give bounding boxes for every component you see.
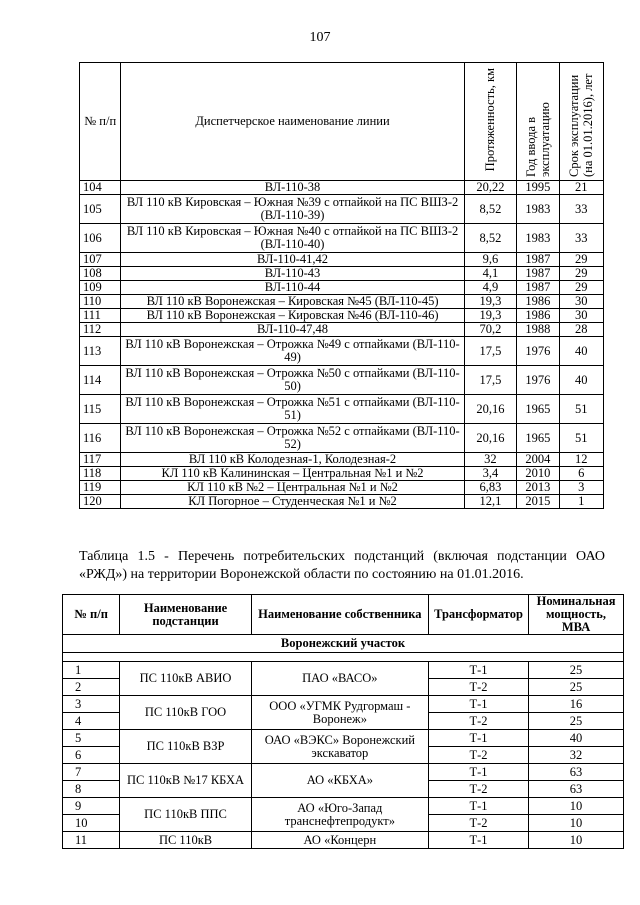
row-num: 9 xyxy=(63,798,120,815)
year: 2010 xyxy=(517,467,559,481)
term: 30 xyxy=(559,295,603,309)
spacer-row xyxy=(63,653,624,662)
table-row xyxy=(63,662,624,679)
year: 1976 xyxy=(517,337,559,366)
rated-power: 25 xyxy=(529,713,624,730)
term: 12 xyxy=(559,453,603,467)
row-num: 118 xyxy=(80,467,121,481)
transformer: Т-2 xyxy=(428,713,528,730)
length: 17,5 xyxy=(464,337,517,366)
header-num: № п/п xyxy=(80,63,121,181)
substation-name: ПС 110кВ ГОО xyxy=(120,696,251,730)
header-transformer: Трансформатор xyxy=(428,595,528,635)
term: 1 xyxy=(559,495,603,509)
table-row xyxy=(80,495,604,509)
year: 2015 xyxy=(517,495,559,509)
table-row xyxy=(80,481,604,495)
line-name: ВЛ 110 кВ Воронежская – Кировская №45 (ВЛ-110-45) xyxy=(121,295,464,309)
rated-power: 25 xyxy=(529,679,624,696)
length: 32 xyxy=(464,453,517,467)
row-num: 7 xyxy=(63,764,120,781)
rated-power: 10 xyxy=(529,798,624,815)
substation-name: ПС 110кВ АВИО xyxy=(120,662,251,696)
table-row xyxy=(80,337,604,366)
row-num: 111 xyxy=(80,309,121,323)
term: 3 xyxy=(559,481,603,495)
row-num: 116 xyxy=(80,424,121,453)
term: 30 xyxy=(559,309,603,323)
table-caption: Таблица 1.5 - Перечень потребительских подстанций (включая подстанции ОАО «РЖД») на территории Воронежской области по состоянию на 01.01.2016. xyxy=(79,549,605,582)
transformer: Т-1 xyxy=(428,662,528,679)
row-num: 105 xyxy=(80,195,121,224)
row-num: 120 xyxy=(80,495,121,509)
year: 1976 xyxy=(517,366,559,395)
table-row xyxy=(80,395,604,424)
table-row xyxy=(80,424,604,453)
substation-name: ПС 110кВ ВЗР xyxy=(120,730,251,764)
length: 9,6 xyxy=(464,253,517,267)
header-substation: Наименование подстанции xyxy=(120,595,251,635)
table-row xyxy=(80,195,604,224)
transformer: Т-1 xyxy=(428,696,528,713)
row-num: 10 xyxy=(63,815,120,832)
transformer: Т-1 xyxy=(428,832,528,849)
term: 51 xyxy=(559,424,603,453)
transformer: Т-2 xyxy=(428,815,528,832)
transformer: Т-2 xyxy=(428,781,528,798)
table-row xyxy=(80,267,604,281)
rated-power: 16 xyxy=(529,696,624,713)
rated-power: 40 xyxy=(529,730,624,747)
owner-name: АО «Юго-Запад транснефтепродукт» xyxy=(251,798,428,832)
line-name: КЛ 110 кВ №2 – Центральная №1 и №2 xyxy=(121,481,464,495)
length: 4,9 xyxy=(464,281,517,295)
term: 33 xyxy=(559,224,603,253)
rated-power: 25 xyxy=(529,662,624,679)
rated-power: 10 xyxy=(529,832,624,849)
year: 1965 xyxy=(517,395,559,424)
line-name: ВЛ 110 кВ Воронежская – Отрожка №50 с отпайками (ВЛ-110-50) xyxy=(121,366,464,395)
transformer: Т-1 xyxy=(428,798,528,815)
length: 70,2 xyxy=(464,323,517,337)
line-name: ВЛ 110 кВ Воронежская – Отрожка №49 с отпайками (ВЛ-110-49) xyxy=(121,337,464,366)
year: 1995 xyxy=(517,181,559,195)
length: 4,1 xyxy=(464,267,517,281)
line-name: ВЛ 110 кВ Кировская – Южная №39 с отпайкой на ПС ВШЗ-2 (ВЛ-110-39) xyxy=(121,195,464,224)
row-num: 4 xyxy=(63,713,120,730)
line-name: ВЛ 110 кВ Воронежская – Отрожка №51 с отпайками (ВЛ-110-51) xyxy=(121,395,464,424)
transformer: Т-2 xyxy=(428,747,528,764)
term: 6 xyxy=(559,467,603,481)
year: 1965 xyxy=(517,424,559,453)
line-name: ВЛ 110 кВ Колодезная-1, Колодезная-2 xyxy=(121,453,464,467)
term: 51 xyxy=(559,395,603,424)
owner-name: ОАО «ВЭКС» Воронежский экскаватор xyxy=(251,730,428,764)
owner-name: АО «КБХА» xyxy=(251,764,428,798)
line-name: ВЛ-110-38 xyxy=(121,181,464,195)
table-row xyxy=(80,453,604,467)
year: 1986 xyxy=(517,295,559,309)
header-line-name: Диспетчерское наименование линии xyxy=(121,63,464,181)
line-name: ВЛ-110-41,42 xyxy=(121,253,464,267)
row-num: 104 xyxy=(80,181,121,195)
row-num: 110 xyxy=(80,295,121,309)
year: 1987 xyxy=(517,281,559,295)
header-power: Номинальная мощность, МВА xyxy=(529,595,624,635)
rated-power: 63 xyxy=(529,781,624,798)
length: 3,4 xyxy=(464,467,517,481)
section-row xyxy=(63,635,624,653)
transformer: Т-1 xyxy=(428,764,528,781)
row-num: 112 xyxy=(80,323,121,337)
year: 2013 xyxy=(517,481,559,495)
line-name: ВЛ 110 кВ Воронежская – Отрожка №52 с отпайками (ВЛ-110-52) xyxy=(121,424,464,453)
term: 29 xyxy=(559,267,603,281)
page-number: 107 xyxy=(309,30,331,45)
year: 1986 xyxy=(517,309,559,323)
row-num: 1 xyxy=(63,662,120,679)
term: 40 xyxy=(559,337,603,366)
table-row xyxy=(80,295,604,309)
rated-power: 32 xyxy=(529,747,624,764)
substations-table xyxy=(62,594,624,849)
length: 6,83 xyxy=(464,481,517,495)
term: 29 xyxy=(559,281,603,295)
row-num: 8 xyxy=(63,781,120,798)
substation-name: ПС 110кВ xyxy=(120,832,251,849)
table-row xyxy=(63,798,624,815)
length: 8,52 xyxy=(464,195,517,224)
table-row xyxy=(80,224,604,253)
power-lines-table xyxy=(79,62,604,509)
substation-name: ПС 110кВ ППС xyxy=(120,798,251,832)
year: 2004 xyxy=(517,453,559,467)
rated-power: 10 xyxy=(529,815,624,832)
length: 19,3 xyxy=(464,309,517,323)
substation-name: ПС 110кВ №17 КБХА xyxy=(120,764,251,798)
owner-name: ПАО «ВАСО» xyxy=(251,662,428,696)
table-row xyxy=(80,366,604,395)
term: 29 xyxy=(559,253,603,267)
line-name: ВЛ-110-44 xyxy=(121,281,464,295)
table-header-row xyxy=(80,63,604,181)
row-num: 109 xyxy=(80,281,121,295)
header-length: Протяженность, км xyxy=(464,63,517,181)
rated-power: 63 xyxy=(529,764,624,781)
row-num: 11 xyxy=(63,832,120,849)
section-title: Воронежский участок xyxy=(63,635,624,653)
row-num: 3 xyxy=(63,696,120,713)
table-row xyxy=(63,730,624,747)
length: 20,16 xyxy=(464,395,517,424)
year: 1983 xyxy=(517,195,559,224)
length: 20,16 xyxy=(464,424,517,453)
line-name: ВЛ-110-47,48 xyxy=(121,323,464,337)
year: 1983 xyxy=(517,224,559,253)
row-num: 108 xyxy=(80,267,121,281)
row-num: 113 xyxy=(80,337,121,366)
row-num: 5 xyxy=(63,730,120,747)
header-owner: Наименование собственника xyxy=(251,595,428,635)
term: 40 xyxy=(559,366,603,395)
table-row xyxy=(80,281,604,295)
length: 8,52 xyxy=(464,224,517,253)
row-num: 2 xyxy=(63,679,120,696)
length: 17,5 xyxy=(464,366,517,395)
row-num: 106 xyxy=(80,224,121,253)
transformer: Т-2 xyxy=(428,679,528,696)
term: 28 xyxy=(559,323,603,337)
table-row xyxy=(63,832,624,849)
table-row xyxy=(63,696,624,713)
term: 21 xyxy=(559,181,603,195)
row-num: 115 xyxy=(80,395,121,424)
table-row xyxy=(80,253,604,267)
length: 19,3 xyxy=(464,295,517,309)
line-name: КЛ Погорное – Студенческая №1 и №2 xyxy=(121,495,464,509)
owner-name: ООО «УГМК Рудгормаш - Воронеж» xyxy=(251,696,428,730)
line-name: ВЛ-110-43 xyxy=(121,267,464,281)
table-row xyxy=(80,309,604,323)
line-name: ВЛ 110 кВ Воронежская – Кировская №46 (ВЛ-110-46) xyxy=(121,309,464,323)
length: 12,1 xyxy=(464,495,517,509)
year: 1987 xyxy=(517,253,559,267)
line-name: ВЛ 110 кВ Кировская – Южная №40 с отпайкой на ПС ВШЗ-2 (ВЛ-110-40) xyxy=(121,224,464,253)
row-num: 119 xyxy=(80,481,121,495)
year: 1987 xyxy=(517,267,559,281)
table-header-row xyxy=(63,595,624,635)
row-num: 107 xyxy=(80,253,121,267)
transformer: Т-1 xyxy=(428,730,528,747)
row-num: 114 xyxy=(80,366,121,395)
length: 20,22 xyxy=(464,181,517,195)
header-term: Срок эксплуатации (на 01.01.2016), лет xyxy=(559,63,603,181)
table-row xyxy=(80,323,604,337)
table-row xyxy=(80,467,604,481)
header-num: № п/п xyxy=(63,595,120,635)
term: 33 xyxy=(559,195,603,224)
row-num: 6 xyxy=(63,747,120,764)
row-num: 117 xyxy=(80,453,121,467)
table-row xyxy=(80,181,604,195)
header-year: Год ввода в эксплуатацию xyxy=(517,63,559,181)
year: 1988 xyxy=(517,323,559,337)
owner-name: АО «Концерн xyxy=(251,832,428,849)
table-row xyxy=(63,764,624,781)
line-name: КЛ 110 кВ Калининская – Центральная №1 и №2 xyxy=(121,467,464,481)
